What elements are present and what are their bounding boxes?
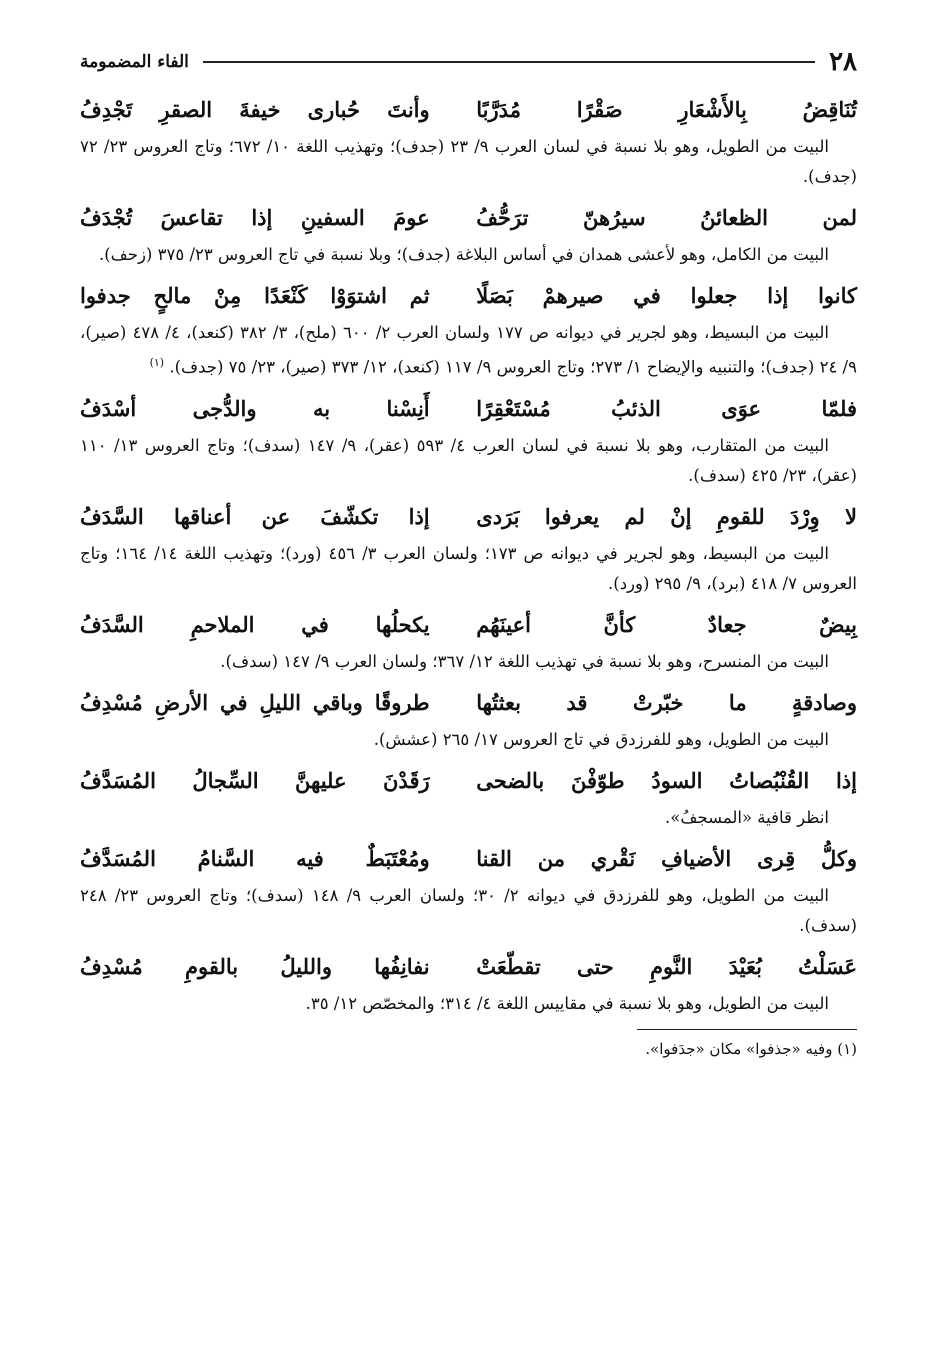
verse-line (80, 681, 857, 725)
second-hemistich: ثم اشتوَوْا كَنْعَدًا مِنْ مالحٍ جدفوا (80, 283, 430, 308)
verse-entry (80, 681, 857, 755)
first-hemistich: لا وِرْدَ للقومِ إنْ لم يعرفوا بَرَدى (476, 503, 857, 529)
verse-note: البيت من الطويل، وهو بلا نسبة في لسان العرب ٩/ ٢٣ (جدف)؛ وتهذيب اللغة ١٠/ ٦٧٢؛ وتاج العروس ٢٣/ ٧٢ (جدف). (80, 137, 857, 186)
second-hemistich: نفانِفُها والليلُ بالقومِ مُسْدِفُ (80, 953, 430, 979)
second-hemistich: وأنتَ حُبارى خيفةَ الصقرِ تَجْدِفُ (80, 97, 430, 122)
verse-line (80, 88, 857, 132)
verse-note: البيت من الطويل، وهو للفرزدق في تاج العروس ١٧/ ٢٦٥ (عشش). (373, 729, 829, 749)
verse-note: البيت من البسيط، وهو لجرير في ديوانه ص ١٧٣؛ ولسان العرب ٣/ ٤٥٦ (ورد)؛ وتهذيب اللغة ١٤/ ١٦٤؛ وتاج العروس ٧/ ٤١٨ (برد)، ٩/ ٢٩٥ (ورد). (80, 543, 857, 593)
footnote-marker: (١) (149, 356, 165, 369)
verse-note-text: البيت من البسيط، وهو لجرير في ديوانه ص ١٧٧ ولسان العرب ٢/ ٦٠٠ (ملح)، ٣/ ٣٨٢ (كنعد)، ٤/ ٤٧٨ (صير)، ٩/ ٢٤ (جدف)؛ والتنبيه والإيضاح ١/ ٢٧٣؛ وتاج العروس ٩/ ١١٧ (كنعد)، ١٢/ ٣٧٣ (صير)، ٢٣/ ٧٥ (جدف). (80, 323, 857, 377)
second-hemistich: إذا تكشّفَ عن أعناقها السَّدَفُ (80, 503, 430, 529)
footnote: (١) وفيه «جذفوا» مكان «جدَفوا». (645, 1039, 857, 1058)
verse-line (80, 495, 857, 539)
header-rule (203, 61, 815, 63)
verse-note: البيت من الكامل، وهو لأعشى همدان في أساس البلاغة (جدف)؛ وبلا نسبة في تاج العروس ٢٣/ ٣٧٥ (زحف). (99, 245, 829, 264)
verse-note: انظر قافية «المسجفُ». (665, 807, 829, 827)
verse-entry (80, 88, 857, 192)
verse-line (80, 759, 857, 803)
second-hemistich: يكحلُها في الملاحمِ السَّدَفُ (80, 611, 430, 637)
verse-entry (80, 495, 857, 599)
verse-note: البيت من الطويل، وهو بلا نسبة في مقاييس اللغة ٤/ ٣١٤؛ والمخصّص ١٢/ ٣٥. (305, 993, 829, 1013)
verse-entry (80, 274, 857, 383)
second-hemistich: عومَ السفينِ إذا تقاعسَ تُجْدَفُ (80, 205, 430, 230)
verse-line (80, 196, 857, 240)
second-hemistich: رَقَدْنَ عليهنَّ السِّجالُ المُسَدَّفُ (80, 767, 430, 793)
page-number: ٢٨ (829, 47, 857, 77)
first-hemistich: لمن الظعائنُ سيرُهنّ ترَحُّفُ (476, 205, 857, 230)
verse-line (80, 387, 857, 431)
verse-note (80, 318, 857, 383)
running-head (80, 40, 857, 84)
second-hemistich: ومُعْتَبَطٌ فيه السَّنامُ المُسَدَّفُ (80, 845, 430, 871)
verse-entry (80, 945, 857, 1019)
verse-line (80, 837, 857, 881)
first-hemistich: كانوا إذا جعلوا في صيرهمْ بَصَلًا (476, 283, 857, 308)
first-hemistich: عَسَلْتُ بُعَيْدَ النَّومِ حتى تقطّعَتْ (476, 953, 857, 979)
verse-entry (80, 196, 857, 270)
first-hemistich: بِيضٌ جعادٌ كأنَّ أعينَهُم (476, 611, 857, 637)
verse-entry (80, 759, 857, 833)
verse-line (80, 603, 857, 647)
verse-line (80, 945, 857, 989)
footnote-separator (637, 1029, 857, 1030)
second-hemistich: طروقًا وباقي الليلِ في الأرضِ مُسْدِفُ (80, 689, 430, 715)
first-hemistich: فلمّا عوَى الذئبُ مُسْتَعْقِرًا (476, 395, 857, 421)
verse-note: البيت من المنسرح، وهو بلا نسبة في تهذيب اللغة ١٢/ ٣٦٧؛ ولسان العرب ٩/ ١٤٧ (سدف). (220, 651, 829, 671)
verse-entry (80, 387, 857, 491)
section-title: الفاء المضمومة (80, 52, 189, 72)
first-hemistich: إذا القُنْبُصاتُ السودُ طوّفْنَ بالضحى (476, 767, 857, 793)
verse-entry (80, 837, 857, 941)
verse-note: البيت من المتقارب، وهو بلا نسبة في لسان العرب ٤/ ٥٩٣ (عقر)، ٩/ ١٤٧ (سدف)؛ وتاج العروس ١٣/ ١١٠ (عقر)، ٢٣/ ٤٢٥ (سدف). (80, 435, 857, 485)
verse-entry (80, 603, 857, 677)
second-hemistich: أَنِسْنا به والدُّجى أسْدَفُ (80, 395, 430, 421)
first-hemistich: وصادقةٍ ما خبّرتْ قد بعثتُها (476, 689, 857, 715)
verse-line (80, 274, 857, 318)
verse-note: البيت من الطويل، وهو للفرزدق في ديوانه ٢/ ٣٠؛ ولسان العرب ٩/ ١٤٨ (سدف)؛ وتاج العروس ٢٣/ ٢٤٨ (سدف). (80, 885, 857, 935)
first-hemistich: تُنَاقِضُ بِالأَشْعَارِ صَقْرًا مُدَرَّبًا (476, 97, 857, 122)
first-hemistich: وكلُّ قِرى الأضيافِ نَقْري من القنا (476, 845, 857, 871)
